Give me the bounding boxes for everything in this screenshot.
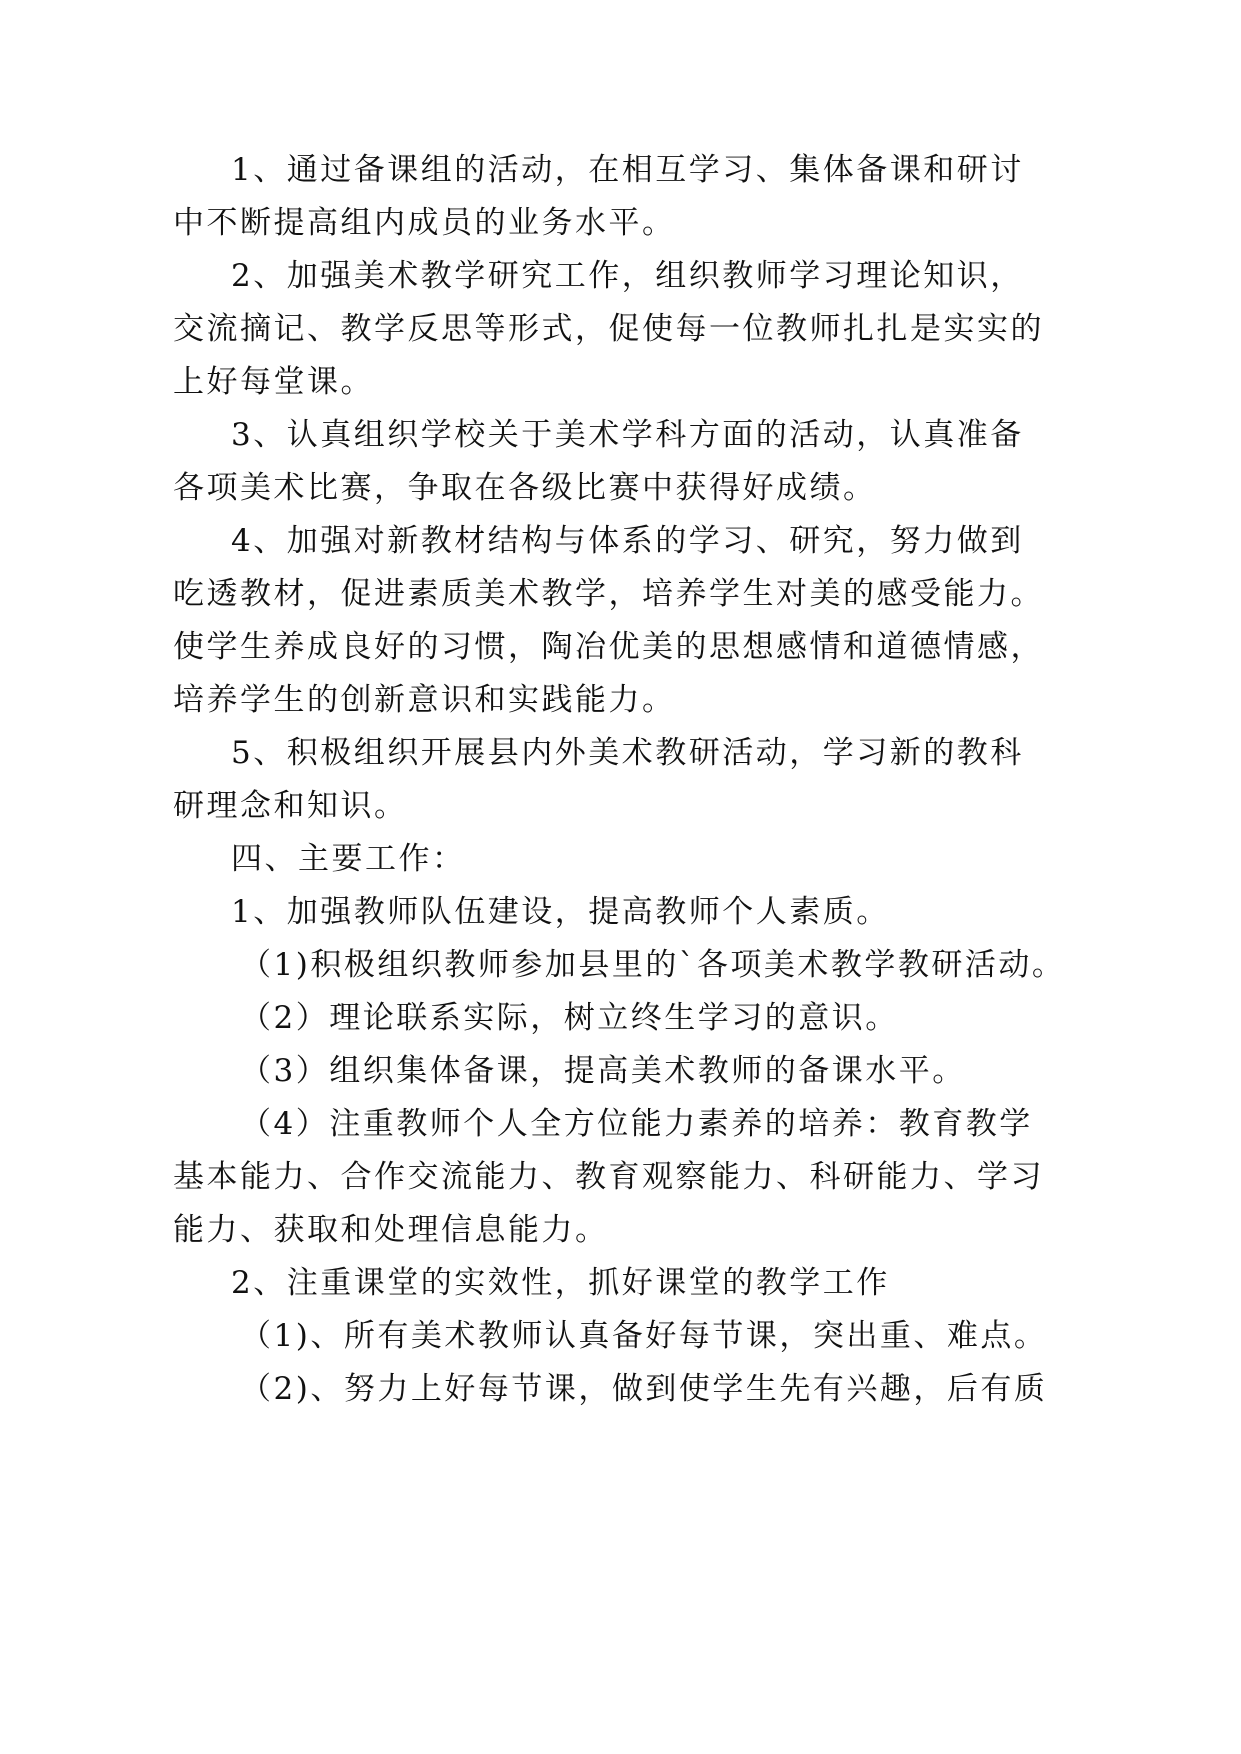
text-line: 5、积极组织开展县内外美术教研活动，学习新的教科 <box>231 735 1024 771</box>
text-line: （2)、努力上好每节课，做到使学生先有兴趣，后有质 <box>240 1371 1048 1407</box>
text-line: 能力、获取和处理信息能力。 <box>173 1212 609 1248</box>
text-line: （1)积极组织教师参加县里的`各项美术教学教研活动。 <box>240 947 1066 983</box>
text-line: 4、加强对新教材结构与体系的学习、研究，努力做到 <box>231 523 1024 559</box>
text-line: （2）理论联系实际，树立终生学习的意识。 <box>240 1000 899 1036</box>
text-line: 3、认真组织学校关于美术学科方面的活动，认真准备 <box>231 417 1024 453</box>
text-line: （3）组织集体备课，提高美术教师的备课水平。 <box>240 1053 966 1089</box>
text-line: （1)、所有美术教师认真备好每节课，突出重、难点。 <box>240 1318 1048 1354</box>
text-line: （4）注重教师个人全方位能力素养的培养：教育教学 <box>240 1106 1033 1142</box>
text-line: 2、加强美术教学研究工作，组织教师学习理论知识， <box>231 258 1024 294</box>
text-line: 培养学生的创新意识和实践能力。 <box>173 682 676 718</box>
text-line: 研理念和知识。 <box>173 788 408 824</box>
text-line: 吃透教材，促进素质美术教学，培养学生对美的感受能力。 <box>173 576 1044 612</box>
text-line: 1、加强教师队伍建设，提高教师个人素质。 <box>231 894 890 930</box>
text-line: 交流摘记、教学反思等形式，促使每一位教师扎扎是实实的 <box>173 311 1044 347</box>
text-line: 使学生养成良好的习惯，陶冶优美的思想感情和道德情感， <box>173 629 1044 665</box>
text-line: 2、注重课堂的实效性，抓好课堂的教学工作 <box>231 1265 890 1301</box>
text-line: 各项美术比赛，争取在各级比赛中获得好成绩。 <box>173 470 877 506</box>
text-line: 基本能力、合作交流能力、教育观察能力、科研能力、学习 <box>173 1159 1044 1195</box>
text-line: 中不断提高组内成员的业务水平。 <box>173 205 676 241</box>
text-line: 1、通过备课组的活动，在相互学习、集体备课和研讨 <box>231 152 1024 188</box>
section-heading: 四、主要工作： <box>231 841 466 877</box>
text-line: 上好每堂课。 <box>173 364 374 400</box>
